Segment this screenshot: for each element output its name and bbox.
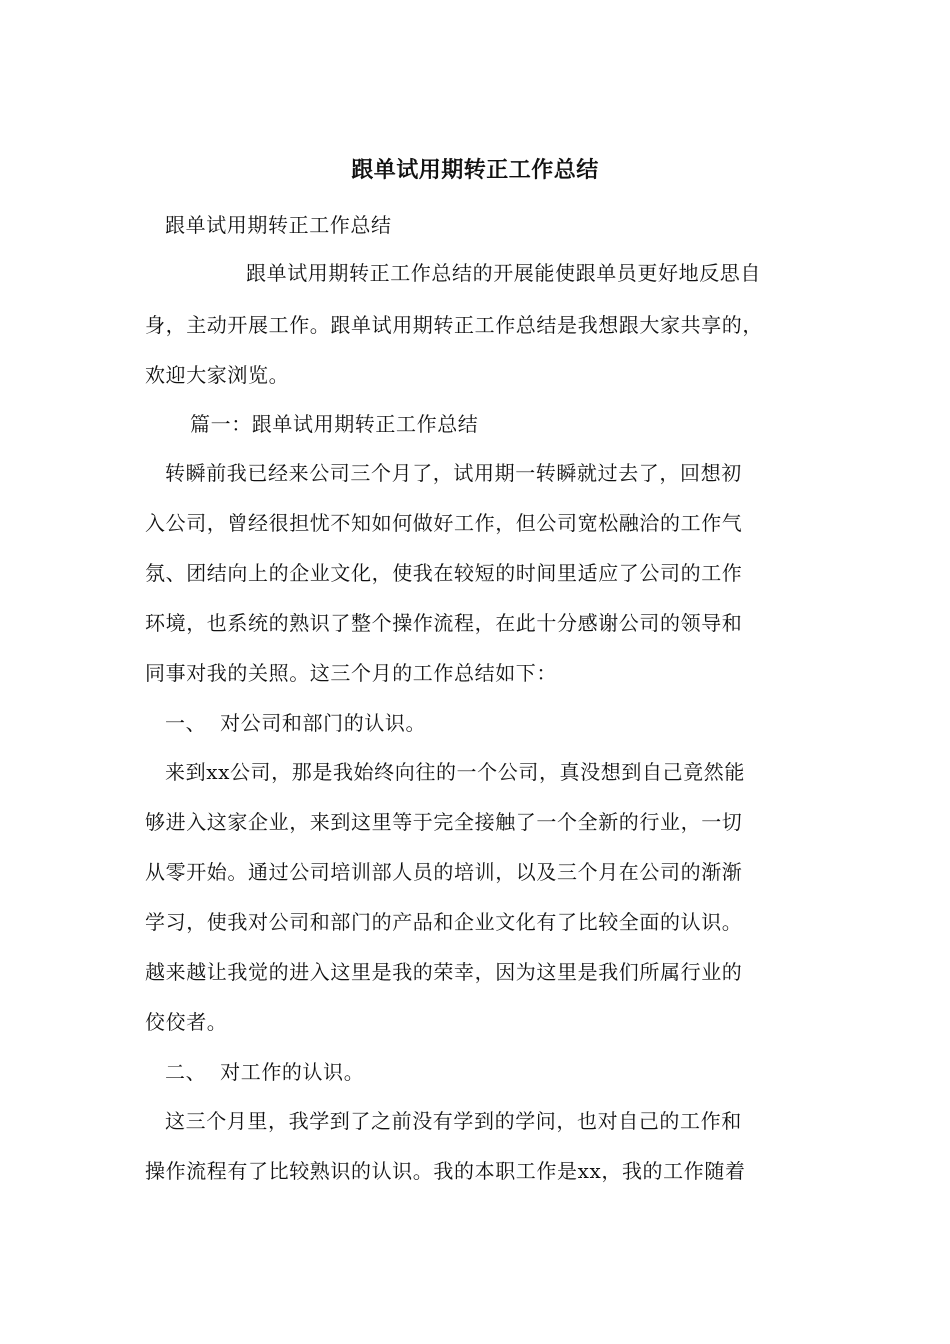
paragraph-line: 学习，使我对公司和部门的产品和企业文化有了比较全面的认识。 — [145, 910, 743, 934]
paragraph-line: 欢迎大家浏览。 — [145, 363, 290, 387]
paragraph-line: 够进入这家企业，来到这里等于完全接触了一个全新的行业，一切 — [145, 810, 743, 834]
paragraph-line: 操作流程有了比较熟识的认识。我的本职工作是xx，我的工作随着 — [145, 1159, 746, 1183]
section-heading: 篇一：跟单试用期转正工作总结 — [190, 412, 479, 436]
paragraph-line: 身，主动开展工作。跟单试用期转正工作总结是我想跟大家共享的， — [145, 313, 763, 337]
paragraph-line: 氛、团结向上的企业文化，使我在较短的时间里适应了公司的工作 — [145, 561, 743, 585]
section-heading: 二、 对工作的认识。 — [165, 1060, 365, 1084]
section-heading: 一、 对公司和部门的认识。 — [165, 711, 427, 735]
subtitle-line: 跟单试用期转正工作总结 — [165, 213, 392, 237]
paragraph-line: 同事对我的关照。这三个月的工作总结如下： — [145, 661, 557, 685]
paragraph-line: 跟单试用期转正工作总结的开展能使跟单员更好地反思自 — [246, 261, 761, 285]
paragraph-line: 环境，也系统的熟识了整个操作流程，在此十分感谢公司的领导和 — [145, 611, 743, 635]
paragraph-line: 入公司，曾经很担忧不知如何做好工作，但公司宽松融洽的工作气 — [145, 511, 743, 535]
paragraph-line: 转瞬前我已经来公司三个月了，试用期一转瞬就过去了，回想初 — [165, 461, 742, 485]
document-title: 跟单试用期转正工作总结 — [351, 157, 599, 183]
paragraph-line: 这三个月里，我学到了之前没有学到的学问，也对自己的工作和 — [165, 1109, 742, 1133]
paragraph-line: 越来越让我觉的进入这里是我的荣幸，因为这里是我们所属行业的 — [145, 960, 743, 984]
paragraph-line: 从零开始。通过公司培训部人员的培训，以及三个月在公司的渐渐 — [145, 860, 743, 884]
paragraph-line: 来到xx公司，那是我始终向往的一个公司，真没想到自己竟然能 — [165, 760, 745, 784]
paragraph-line: 佼佼者。 — [145, 1010, 228, 1034]
